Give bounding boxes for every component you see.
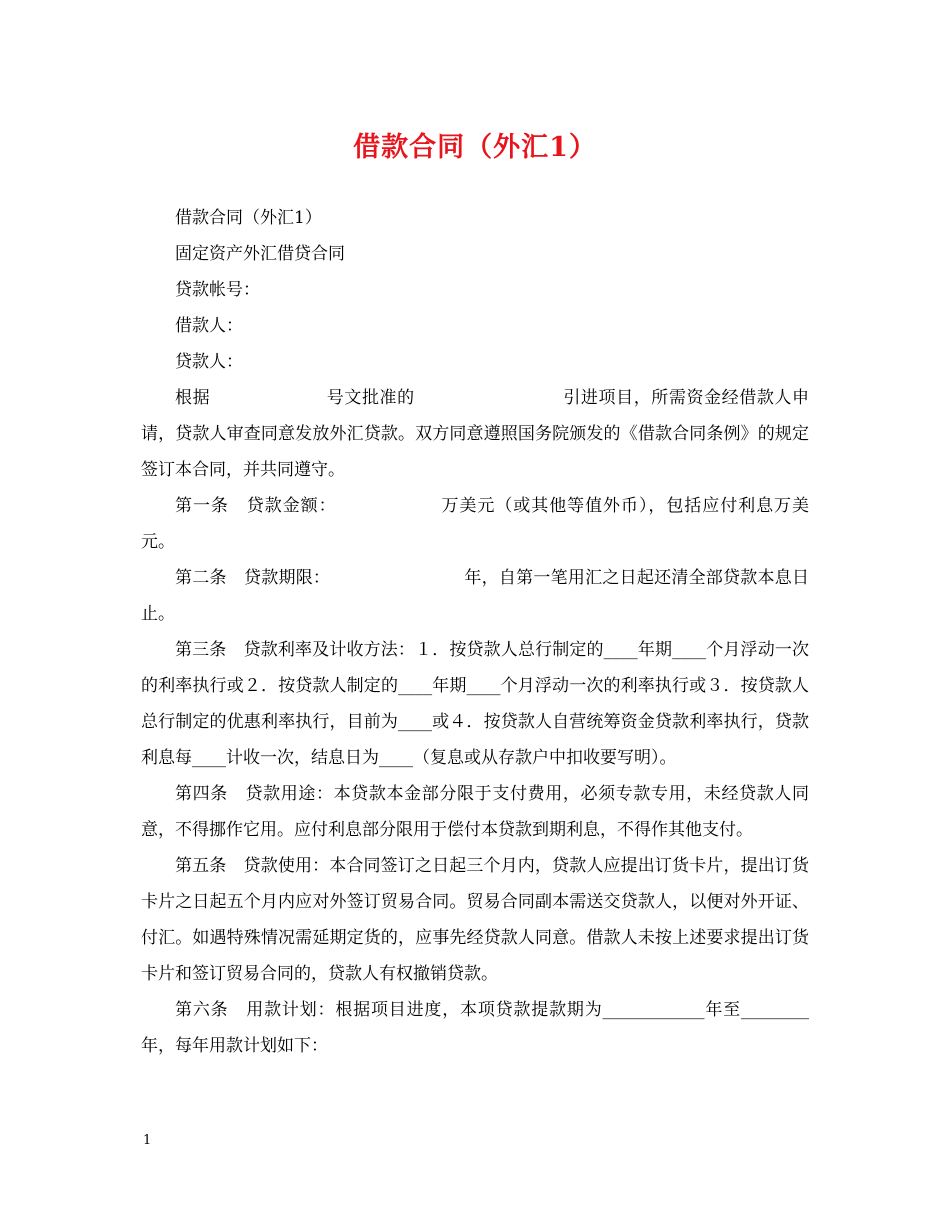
document-body	[141, 200, 809, 1064]
borrower-line: 借款人：	[175, 316, 243, 336]
article-1-part-b: 万美元（或其他等值外币），包括应付利息万美元。	[141, 496, 810, 552]
article-5-loan-use: 第五条 贷款使用：本合同签订之日起三个月内，贷款人应提出订货卡片，提出订货卡片之日起五个月内应对外签订贸易合同。贸易合同副本需送交贷款人，以便对外开证、付汇。如遇特殊情况需延期定货的，应事先经贷款人同意。借款人未按上述要求提出订货卡片和签订贸易合同的，贷款人有权撤销贷款。	[141, 856, 809, 984]
page-number: 1	[143, 1133, 152, 1148]
intro-part-a: 根据	[175, 388, 211, 408]
article-2-part-a: 第二条 贷款期限：	[175, 568, 331, 588]
article-2-loan-term	[141, 560, 809, 632]
article-4-loan-purpose: 第四条 贷款用途：本贷款本金部分限于支付费用，必须专款专用，未经贷款人同意，不得挪作它用。应付利息部分限用于偿付本贷款到期利息，不得作其他支付。	[141, 784, 809, 840]
contract-type-line: 固定资产外汇借贷合同	[175, 244, 345, 264]
intro-part-b: 号文批准的	[326, 388, 415, 408]
intro-paragraph	[141, 380, 809, 488]
article-3-interest-rate: 第三条 贷款利率及计收方法：１．按贷款人总行制定的____年期____个月浮动一次的利率执行或２．按贷款人制定的____年期____个月浮动一次的利率执行或３．按贷款人总行制定的优惠利率执行，目前为____或４．按贷款人自营统筹资金贷款利率执行，贷款利息每____计收一次，结息日为____（复息或从存款户中扣收要写明）。	[141, 640, 809, 768]
article-1-part-a: 第一条 贷款金额：	[175, 496, 337, 516]
lender-line: 贷款人：	[175, 352, 243, 372]
article-1-loan-amount	[141, 488, 809, 560]
intro-part-c: 引进项目，所需资金经借款人申请，贷款人审查同意发放外汇贷款。双方同意遵照国务院颁发的《借款合同条例》的规定签订本合同，并共同遵守。	[141, 388, 810, 480]
loan-account-line: 贷款帐号：	[175, 280, 260, 300]
article-6-usage-plan: 第六条 用款计划：根据项目进度，本项贷款提款期为____________年至________年，每年用款计划如下：	[141, 1000, 809, 1056]
article-2-part-b: 年，自第一笔用汇之日起还清全部贷款本息日止。	[141, 568, 810, 624]
document-title: 借款合同（外汇1）	[353, 132, 597, 163]
contract-name-line: 借款合同（外汇1）	[175, 208, 322, 228]
